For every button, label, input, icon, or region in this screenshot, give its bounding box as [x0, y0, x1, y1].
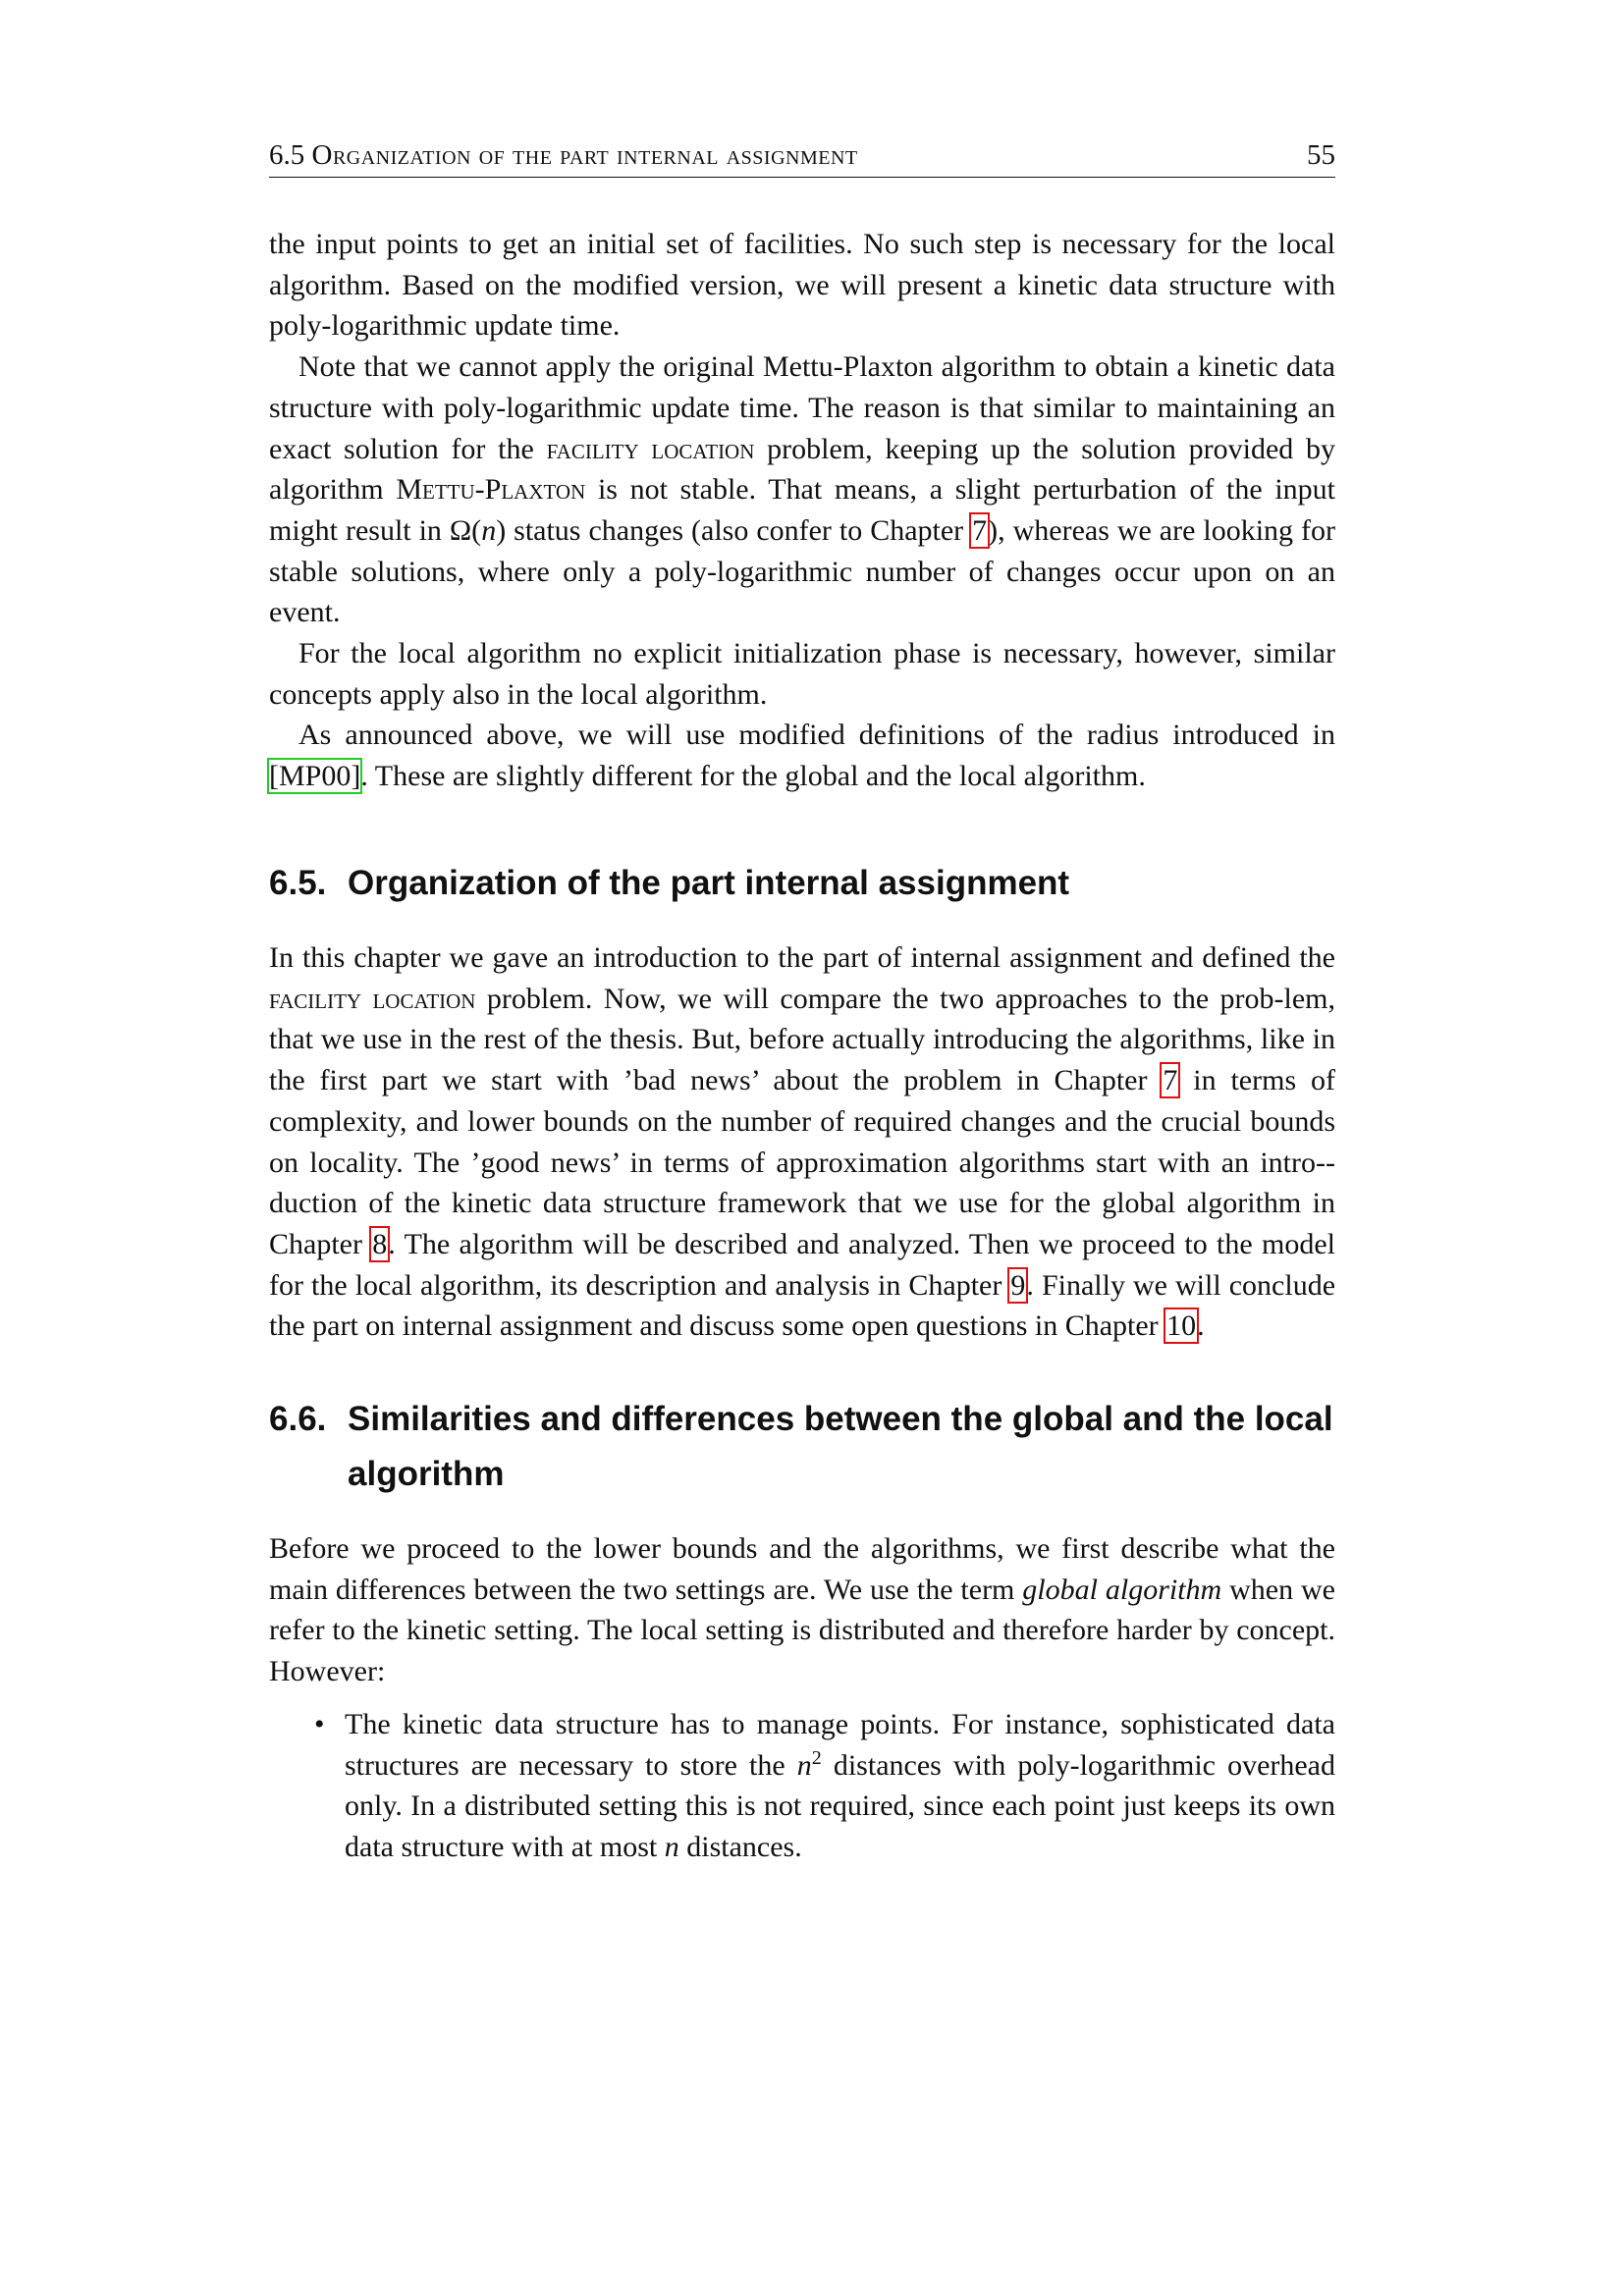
section-6-6-text — [269, 1528, 1335, 1868]
header-section-title: Organization of the part internal assignment — [311, 139, 858, 171]
intro-paragraph-2: Note that we cannot apply the original Mettu-Plaxton algorithm to obtain a kinetic data structure with poly-logarithmic update time. The reason is that similar to maintaining an exact solution for the facility location problem, keeping up the solution provided by algorithm Mettu-Plaxton is not stable. That means, a slight perturbation of the input might result in Ω(n) status changes (also confer to Chapter 7), whereas we are looking for stable solutions, where only a poly-logarithmic number of changes occur upon on an event. — [269, 350, 1336, 629]
intro-paragraph-1: the input points to get an initial set of facilities. No such step is necessary for the local algorithm. Based on the modified version, we will present a kinetic data structure with poly-logarithmic update time. — [269, 228, 1335, 343]
section-number: 6.6. — [269, 1400, 327, 1438]
section-number: 6.5. — [269, 864, 327, 902]
bullet-list — [269, 1704, 1335, 1868]
section-title: Organization of the part internal assignment — [348, 864, 1070, 902]
section-6-6-paragraph: Before we proceed to the lower bounds and the algorithms, we first describe what the main differences between the two settings are. We use the term global algorithm when we refer to the kinetic setting. The local setting is distributed and therefore harder by concept. However: — [269, 1532, 1335, 1688]
section-6-5-text — [269, 937, 1335, 1347]
chapter-7-link[interactable]: 7 — [972, 513, 988, 547]
chapter-10-link[interactable]: 10 — [1166, 1309, 1197, 1343]
intro-text — [269, 224, 1335, 797]
running-header — [269, 135, 1335, 178]
list-item: • The kinetic data structure has to manage points. For instance, sophisticated data structures are necessary to store the $n^2$ distances with poly-logarithmic overhead only. In a distributed setting this is not required, since each point just keeps its own data structure with at most n distances. — [269, 1704, 1335, 1868]
section-title: Similarities and differences between the global and the local algorithm — [348, 1400, 1333, 1493]
section-6-5-heading — [269, 856, 1335, 911]
bullet-icon: • — [314, 1707, 325, 1740]
algorithm-name: Mettu-Plaxton — [396, 473, 586, 507]
section-6-5-paragraph: In this chapter we gave an introduction to the part of internal assignment and defined the facility location problem. Now, we will compare the two approaches to the prob-lem, that we use in the rest of the thesis. But, before actually introducing the algorithms, like in the first part we start with ’bad news’ about the problem in Chapter 7 in terms of complexity, and lower bounds on the number of required changes and the crucial bounds on locality. The ’good news’ in terms of approximation algorithms start with an intro-duction of the kinetic data structure framework that we use for the global algorithm in Chapter 8. The algorithm will be described and analyzed. Then we proceed to the model for the local algorithm, its description and analysis in Chapter 9. Finally we will conclude the part on internal assignment and discuss some open questions in Chapter 10. — [269, 941, 1336, 1343]
problem-name: facility location — [546, 432, 755, 465]
citation-mp00-link[interactable]: [MP00] — [269, 760, 361, 793]
section-6-6-heading — [269, 1392, 1335, 1502]
intro-paragraph-4: As announced above, we will use modified definitions of the radius introduced in [MP00]. These are slightly different for the global and the local algorithm. — [269, 719, 1335, 793]
chapter-9-link[interactable]: 9 — [1010, 1268, 1026, 1302]
header-section-number: 6.5 — [269, 139, 305, 171]
intro-paragraph-3: For the local algorithm no explicit initialization phase is necessary, however, similar concepts apply also in the local algorithm. — [269, 637, 1335, 711]
chapter-7-link[interactable]: 7 — [1163, 1064, 1178, 1097]
problem-name: facility location — [269, 982, 476, 1015]
page-number: 55 — [1307, 139, 1335, 171]
emphasized-term: global algorithm — [1022, 1573, 1222, 1606]
chapter-8-link[interactable]: 8 — [372, 1227, 388, 1260]
